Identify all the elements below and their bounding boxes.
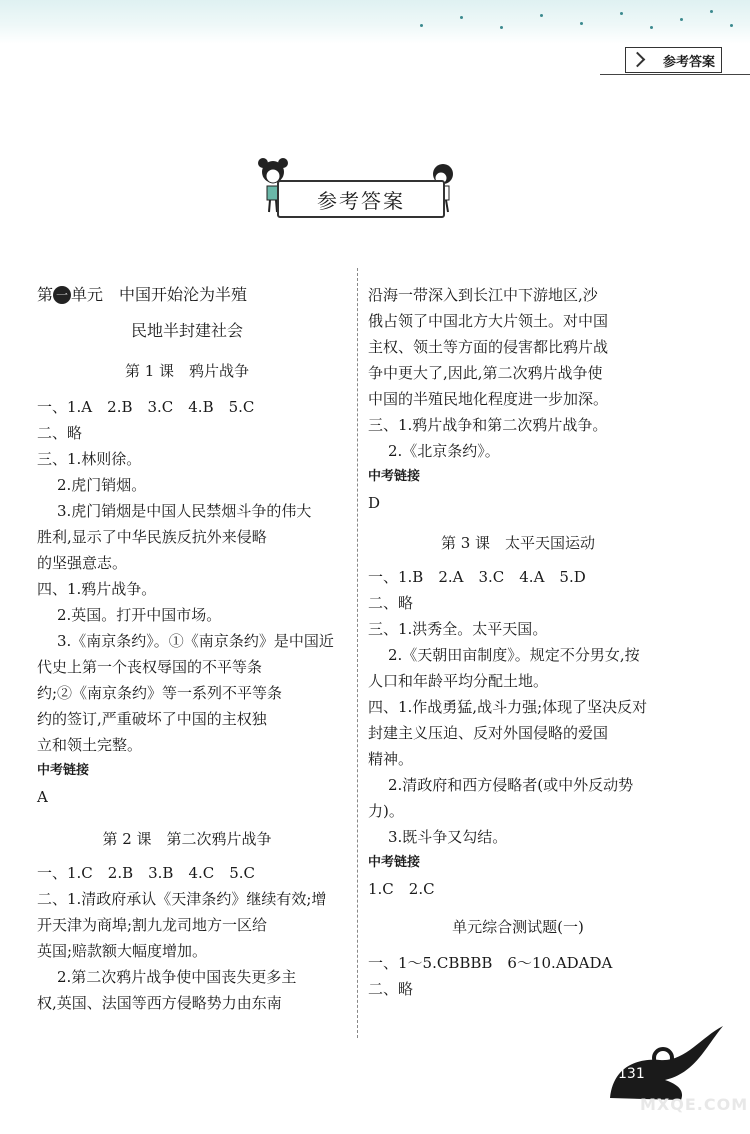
answer-line: 2.虎门销烟。 (57, 476, 147, 494)
answer-tag (625, 47, 722, 73)
answer-line: 人口和年龄平均分配土地。 (368, 672, 549, 690)
answer-line: 3.既斗争又勾结。 (388, 828, 508, 846)
answer-line: 3.《南京条约》。①《南京条约》是中国近 (57, 632, 334, 650)
unit-heading-line2: 民地半封建社会 (130, 321, 243, 340)
answer-line: 2.英国。打开中国市场。 (57, 606, 222, 624)
answer-line: 力)。 (368, 802, 404, 820)
answer-line: 2.清政府和西方侵略者(或中外反动势 (388, 776, 634, 794)
exam-link-heading: 中考链接 (368, 469, 421, 484)
answer-line: 权,英国、法国等西方侵略势力由东南 (37, 994, 282, 1012)
decorative-dots (380, 6, 750, 36)
answer-line: 2.《天朝田亩制度》。规定不分男女,按 (388, 646, 640, 664)
answer-line: 约的签订,严重破坏了中国的主权独 (37, 710, 267, 728)
answer-line: 沿海一带深入到长江中下游地区,沙 (368, 286, 598, 304)
answer-line: A (37, 788, 48, 806)
answer-line: 3.虎门销烟是中国人民禁烟斗争的伟大 (57, 502, 312, 520)
answer-line: 争中更大了,因此,第二次鸦片战争使 (368, 364, 603, 382)
left-column (37, 282, 337, 1016)
answer-line: 精神。 (368, 750, 414, 768)
watermark: MXQE.COM (640, 1095, 749, 1114)
answer-line: 二、略 (368, 980, 414, 998)
answer-line: 封建主义压迫、反对外国侵略的爱国 (368, 724, 609, 742)
answer-line: 二、略 (37, 424, 83, 442)
answer-line: 三、1.鸦片战争和第二次鸦片战争。 (368, 416, 608, 434)
answer-line: 三、1.林则徐。 (37, 450, 142, 468)
answer-line: 一、1～5.CBBBB 6～10.ADADA (368, 954, 613, 972)
answer-line: 立和领土完整。 (37, 736, 143, 754)
unit-title: 单元 中国开始沦为半殖 (71, 285, 248, 304)
answer-line: 胜利,显示了中华民族反抗外来侵略 (37, 528, 267, 546)
tag-underline (600, 74, 750, 75)
answer-line: 约;②《南京条约》等一系列不平等条 (37, 684, 283, 702)
answer-line: 一、1.B 2.A 3.C 4.A 5.D (368, 568, 586, 586)
page-title: 参考答案 (277, 180, 445, 218)
unit-prefix: 第 (37, 285, 54, 304)
answer-line: 俄占领了中国北方大片领土。对中国 (368, 312, 609, 330)
unit-number-badge: 一 (53, 286, 71, 304)
right-column (368, 282, 668, 1002)
lesson-title: 第 3 课 太平天国运动 (440, 534, 596, 552)
answer-line: 2.第二次鸦片战争使中国丧失更多主 (57, 968, 297, 986)
answer-line: 四、1.鸦片战争。 (37, 580, 157, 598)
lesson-title: 第 2 课 第二次鸦片战争 (102, 830, 272, 848)
title-banner (255, 158, 465, 224)
answer-line: 代史上第一个丧权辱国的不平等条 (37, 658, 263, 676)
answer-line: 二、略 (368, 594, 414, 612)
answer-line: 2.《北京条约》。 (388, 442, 500, 460)
page-number: 131 (618, 1066, 645, 1082)
answer-line: 1.C 2.C (368, 880, 435, 898)
exam-link-heading: 中考链接 (368, 855, 421, 870)
unit-heading (37, 282, 337, 308)
column-divider (357, 268, 358, 1038)
header-band (0, 0, 750, 44)
answer-line: 开天津为商埠;割九龙司地方一区给 (37, 916, 268, 934)
answer-line: 一、1.C 2.B 3.B 4.C 5.C (37, 864, 256, 882)
answer-line: 的坚强意志。 (37, 554, 128, 572)
answer-tag-label: 参考答案 (662, 54, 715, 70)
exam-link-heading: 中考链接 (37, 763, 90, 778)
answer-line: 主权、领土等方面的侵害都比鸦片战 (368, 338, 609, 356)
answer-line: 英国;赔款额大幅度增加。 (37, 942, 208, 960)
answer-line: D (368, 494, 381, 512)
lesson-title: 第 1 课 鸦片战争 (124, 362, 250, 380)
answer-line: 三、1.洪秀全。太平天国。 (368, 620, 548, 638)
answer-line: 中国的半殖民地化程度进一步加深。 (368, 390, 609, 408)
answer-line: 四、1.作战勇猛,战斗力强;体现了坚决反对 (368, 698, 648, 716)
answer-line: 二、1.清政府承认《天津条约》继续有效;增 (37, 890, 327, 908)
answer-line: 一、1.A 2.B 3.C 4.B 5.C (37, 398, 255, 416)
test-title: 单元综合测试题(一) (452, 918, 584, 936)
